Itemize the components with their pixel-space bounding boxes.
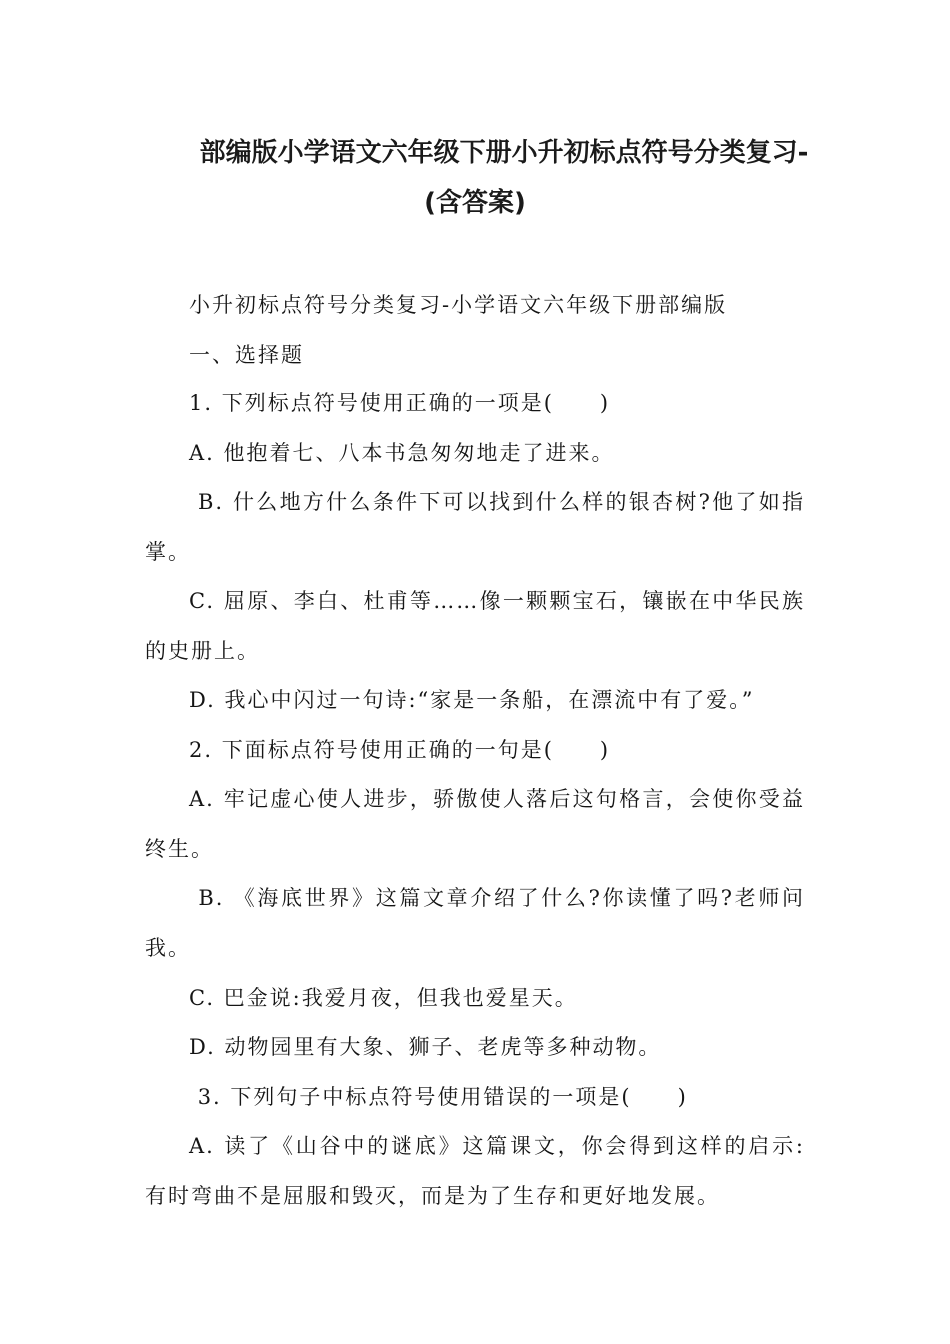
title-line-2: (含答案) [424,188,526,218]
question-1: 1. 下列标点符号使用正确的一项是( ) [189,391,611,415]
subtitle-paragraph: 小升初标点符号分类复习-小学语文六年级下册部编版 [189,293,728,317]
question-2-option-d: D. 动物园里有大象、狮子、老虎等多种动物。 [189,1035,662,1059]
document-title [0,128,950,228]
question-2-option-b: B. 《海底世界》这篇文章介绍了什么?你读懂了吗?老师问我。 [145,886,805,960]
question-1-option-a: A. 他抱着七、八本书急匆匆地走了进来。 [189,441,615,465]
question-2: 2. 下面标点符号使用正确的一句是( ) [189,738,611,762]
question-3: 3. 下列句子中标点符号使用错误的一项是( ) [189,1085,688,1109]
question-3-option-a: A. 读了《山谷中的谜底》这篇课文，你会得到这样的启示:有时弯曲不是屈服和毁灭，而是为了生存和更好地发展。 [145,1134,805,1208]
title-line-1: 部编版小学语文六年级下册小升初标点符号分类复习- [199,138,809,168]
question-1-option-c: C. 屈原、李白、杜甫等……像一颗颗宝石，镶嵌在中华民族的史册上。 [145,589,805,663]
question-2-option-c: C. 巴金说:我爱月夜，但我也爱星天。 [189,986,578,1010]
question-2-option-a: A. 牢记虚心使人进步，骄傲使人落后这句格言，会使你受益终生。 [145,787,805,861]
question-1-option-d: D. 我心中闪过一句诗:“家是一条船，在漂流中有了爱。” [189,688,755,712]
question-1-option-b: B. 什么地方什么条件下可以找到什么样的银杏树?他了如指掌。 [145,490,805,564]
section-heading: 一、选择题 [189,343,304,367]
